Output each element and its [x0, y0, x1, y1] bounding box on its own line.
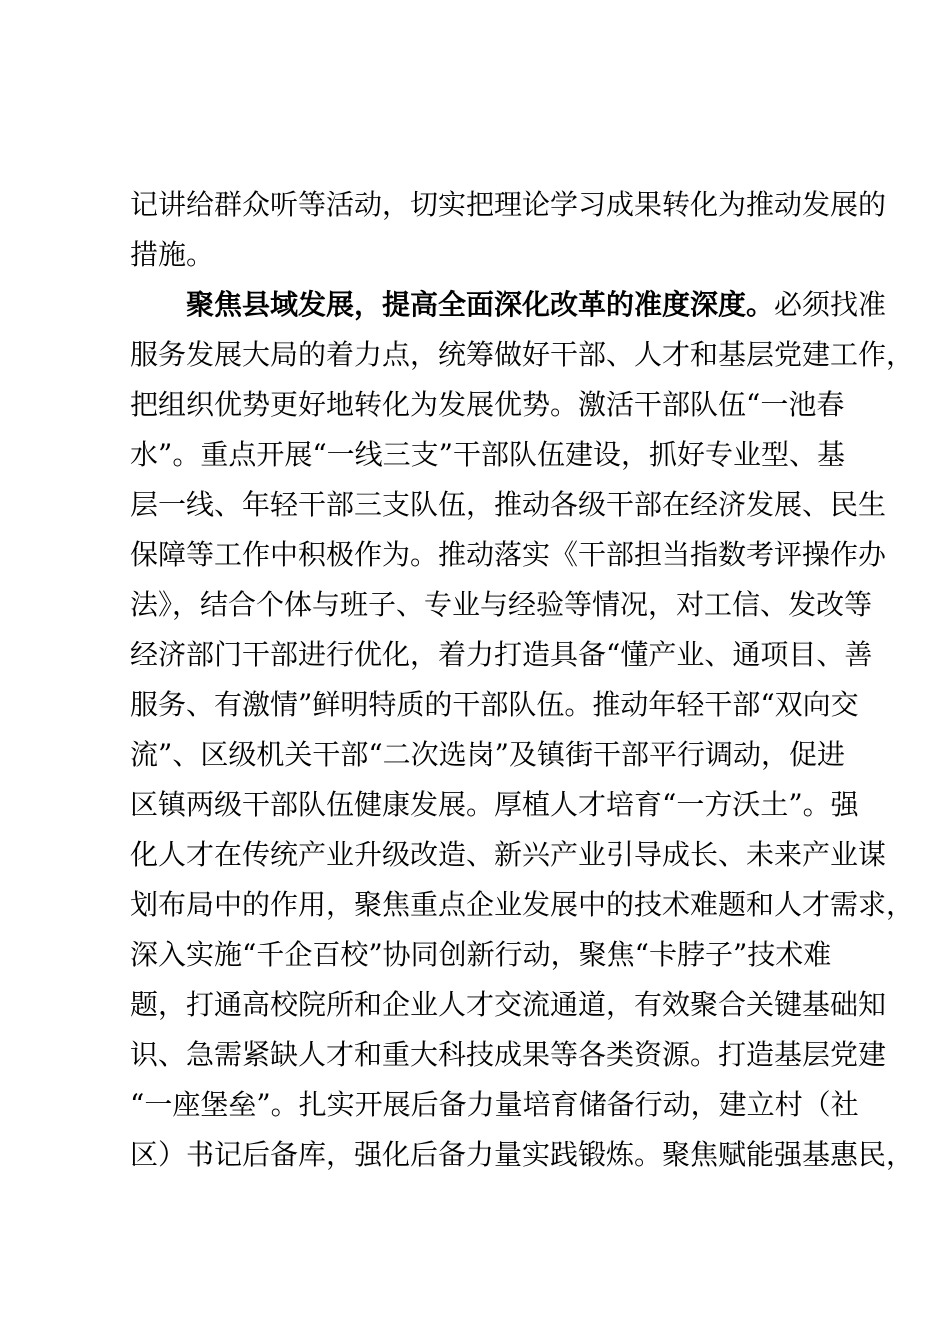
body-text-line: 服务、有激情”鲜明特质的干部队伍。推动年轻干部“双向交 [130, 688, 859, 721]
body-text-line: 划布局中的作用，聚焦重点企业发展中的技术难题和人才需求， [130, 888, 915, 921]
body-text-line: 层一线、年轻干部三支队伍，推动各级干部在经济发展、民生 [130, 488, 887, 521]
body-text-line: 经济部门干部进行优化，着力打造具备“懂产业、通项目、善 [130, 638, 873, 671]
body-text-line: 识、急需紧缺人才和重大科技成果等各类资源。打造基层党建 [130, 1038, 887, 1071]
body-text-line: 区）书记后备库，强化后备力量实践锻炼。聚焦赋能强基惠民， [130, 1138, 915, 1171]
body-text-line: 把组织优势更好地转化为发展优势。激活干部队伍“一池春 [130, 388, 845, 421]
body-text: 必须找准 [774, 288, 887, 321]
section-heading: 聚焦县域发展，提高全面深化改革的准度深度。 [186, 288, 775, 321]
paragraph-first-line [186, 280, 887, 330]
body-text-line: 题，打通高校院所和企业人才交流通道，有效聚合关键基础知 [130, 988, 887, 1021]
body-text-line: 化人才在传统产业升级改造、新兴产业引导成长、未来产业谋 [130, 838, 887, 871]
body-text-line: 水”。重点开展“一线三支”干部队伍建设，抓好专业型、基 [130, 438, 845, 471]
body-text-line: 流”、区级机关干部“二次选岗”及镇街干部平行调动，促进 [130, 738, 845, 771]
body-text-line: 措施。 [130, 238, 215, 271]
body-text-line: 区镇两级干部队伍健康发展。厚植人才培育“一方沃土”。强 [130, 788, 859, 821]
body-text-line: 法》，结合个体与班子、专业与经验等情况，对工信、发改等 [130, 588, 873, 621]
body-text-line: “一座堡垒”。扎实开展后备力量培育储备行动，建立村（社 [130, 1088, 859, 1121]
body-text-line: 保障等工作中积极作为。推动落实《干部担当指数考评操作办 [130, 538, 887, 571]
body-text-line: 服务发展大局的着力点，统筹做好干部、人才和基层党建工作， [130, 338, 915, 371]
body-text-line: 记讲给群众听等活动，切实把理论学习成果转化为推动发展的 [130, 188, 887, 221]
body-text-line: 深入实施“千企百校”协同创新行动，聚焦“卡脖子”技术难 [130, 938, 832, 971]
